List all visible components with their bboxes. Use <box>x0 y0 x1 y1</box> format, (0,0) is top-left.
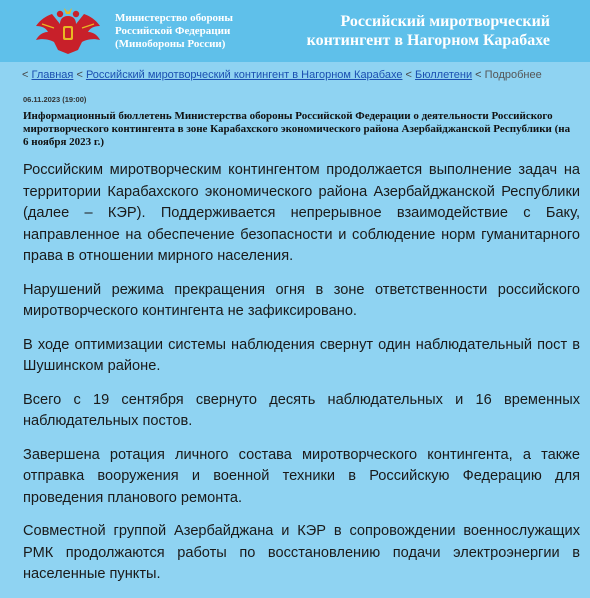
contingent-line-1: Российский миротворческий <box>340 13 550 30</box>
article-paragraph: Нарушений режима прекращения огня в зоне ответственности российского миротворческого контингента не зафиксировано. <box>23 281 580 319</box>
ministry-line-1: Министерство обороны <box>115 12 233 24</box>
breadcrumb-bulletins-link[interactable]: Бюллетени <box>415 69 473 81</box>
article-title: Информационный бюллетень Министерства обороны Российской Федерации о деятельности Российского миротворческого контингента в зоне Карабахского экономического района Азербайджанской Республики (на 6 ноября 2023 г.) <box>23 110 571 148</box>
article-paragraph: Совместной группой Азербайджана и КЭР в сопровождении военнослужащих РМК продолжаются работы по восстановлению подачи электроэнергии в населенные пункты. <box>23 523 580 582</box>
article-body <box>23 160 580 598</box>
breadcrumb-separator: < <box>475 69 482 81</box>
site-header <box>0 0 590 62</box>
contingent-title[interactable] <box>290 12 550 50</box>
article-paragraph: Завершена ротация личного состава миротворческого контингента, а также отправка вооружения и военной техники в Российскую Федерацию для проведения планового ремонта. <box>23 446 580 506</box>
breadcrumb-separator: < <box>76 69 83 81</box>
breadcrumb-current: Подробнее <box>484 69 542 81</box>
contingent-line-2: контингент в Нагорном Карабахе <box>306 32 550 49</box>
breadcrumb-home-link[interactable]: Главная <box>31 69 74 81</box>
breadcrumb <box>22 68 572 82</box>
breadcrumb-separator: < <box>22 69 29 81</box>
double-headed-eagle-emblem-icon[interactable] <box>32 6 104 56</box>
ministry-line-3: (Минобороны России) <box>115 38 226 50</box>
article-paragraph: Всего с 19 сентября свернуто десять наблюдательных и 16 временных наблюдательных постов. <box>23 391 580 429</box>
breadcrumb-separator: < <box>405 69 412 81</box>
ministry-name[interactable] <box>115 12 233 51</box>
ministry-line-2: Российской Федерации <box>115 25 231 37</box>
article-paragraph: Российским миротворческим контингентом продолжается выполнение задач на территории Карабахского экономического района Азербайджанской Республики (далее – КЭР). Поддерживается непрерывное взаимодействие с Баку, направленное на обеспечение безопасности и соблюдение норм гуманитарного права в отношении мирного населения. <box>23 162 580 264</box>
article-date: 06.11.2023 (19:00) <box>23 95 87 104</box>
breadcrumb-contingent-link[interactable]: Российский миротворческий контингент в Нагорном Карабахе <box>85 69 403 81</box>
article-paragraph: В ходе оптимизации системы наблюдения свернут один наблюдательный пост в Шушинском районе. <box>23 336 580 374</box>
